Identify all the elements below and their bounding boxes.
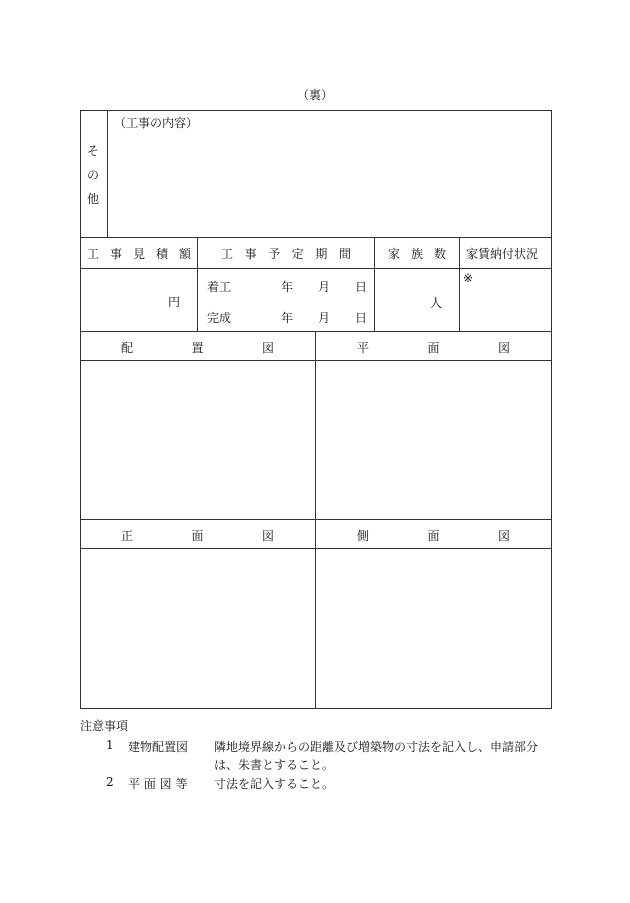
work-content-label: （工事の内容） bbox=[114, 116, 199, 130]
side-drawing-area[interactable] bbox=[318, 550, 549, 706]
sonota-label-char-1: そ bbox=[86, 144, 99, 158]
start-day-unit: 日 bbox=[355, 280, 368, 294]
layout-drawing-area[interactable] bbox=[82, 362, 313, 517]
yen-unit: 円 bbox=[168, 295, 181, 309]
plan-drawing-area[interactable] bbox=[318, 362, 549, 517]
family-count-field[interactable] bbox=[377, 270, 457, 329]
sonota-label-char-3: 他 bbox=[86, 192, 99, 206]
header-layout-drawing: 配 置 図 bbox=[121, 341, 274, 355]
notes-title: 注意事項 bbox=[80, 719, 129, 733]
start-year-unit: 年 bbox=[281, 280, 294, 294]
page-title: （裏） bbox=[296, 88, 333, 102]
rent-status-field[interactable] bbox=[461, 270, 549, 329]
note-2-term: 平 面 図 等 bbox=[128, 777, 188, 791]
note-1-text-line-2: は、朱書とすること。 bbox=[214, 758, 335, 772]
start-month-unit: 月 bbox=[318, 280, 331, 294]
person-unit: 人 bbox=[430, 296, 443, 310]
note-1-text-line-1: 隣地境界線からの距離及び増築物の寸法を記入し、申請部分 bbox=[214, 740, 539, 754]
header-estimate: 工 事 見 積 額 bbox=[87, 247, 191, 261]
start-label: 着工 bbox=[207, 280, 232, 294]
note-1-term: 建物配置図 bbox=[128, 740, 189, 754]
note-1-number: 1 bbox=[106, 738, 114, 752]
front-drawing-area[interactable] bbox=[82, 550, 313, 706]
header-plan-drawing: 平 面 図 bbox=[357, 341, 510, 355]
end-label: 完成 bbox=[207, 311, 232, 325]
end-day-unit: 日 bbox=[355, 311, 368, 325]
header-period: 工 事 予 定 期 間 bbox=[221, 247, 351, 261]
rent-note-mark: ※ bbox=[463, 271, 474, 285]
header-family: 家 族 数 bbox=[388, 247, 446, 261]
header-side-drawing: 側 面 図 bbox=[357, 529, 510, 543]
work-content-field[interactable] bbox=[110, 132, 548, 234]
note-2-text: 寸法を記入すること。 bbox=[214, 777, 335, 791]
sonota-label-char-2: の bbox=[86, 168, 99, 182]
header-front-drawing: 正 面 図 bbox=[121, 529, 274, 543]
end-month-unit: 月 bbox=[318, 311, 331, 325]
header-rent: 家賃納付状況 bbox=[466, 247, 539, 261]
end-year-unit: 年 bbox=[281, 311, 294, 325]
note-2-number: 2 bbox=[106, 775, 114, 789]
